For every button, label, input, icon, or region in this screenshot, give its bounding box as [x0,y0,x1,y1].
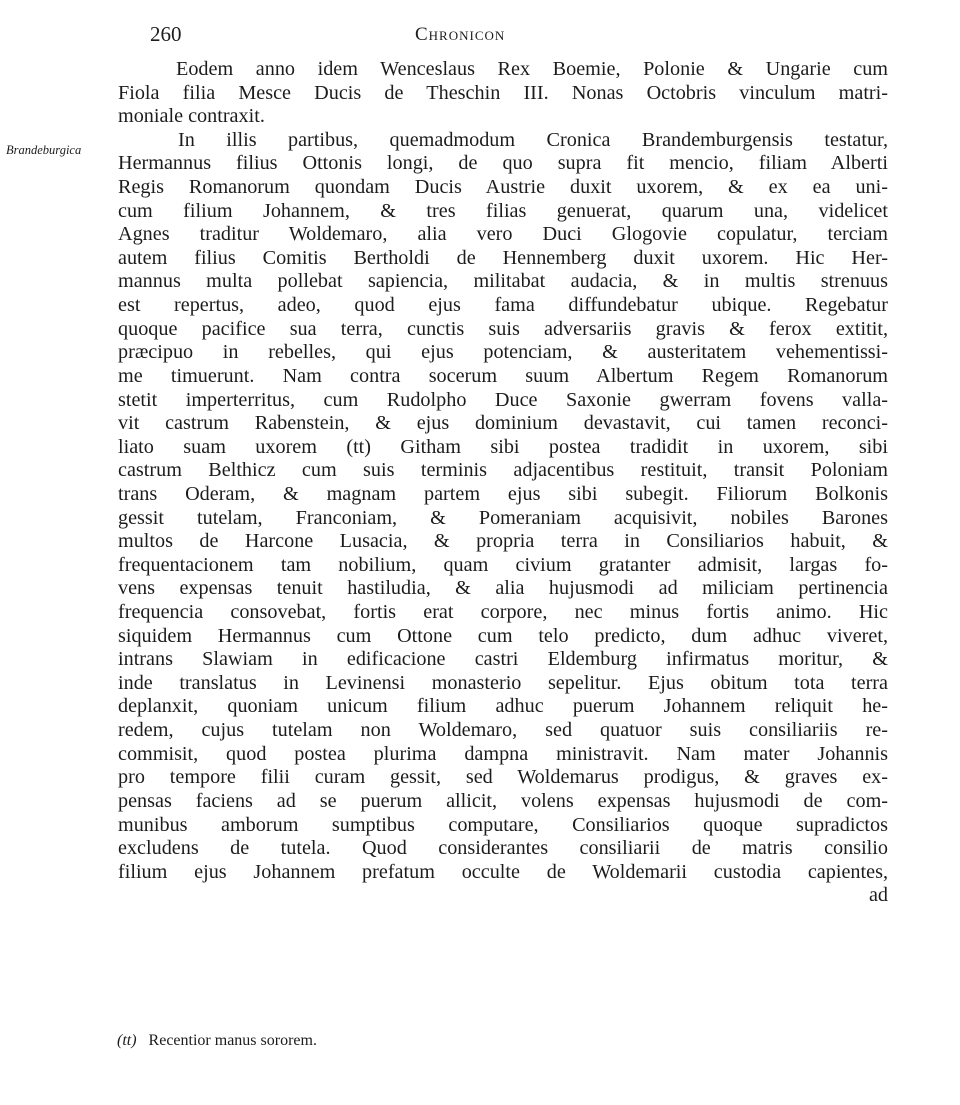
footnote [117,1032,317,1050]
text-line: Fiola filia Mesce Ducis de Theschin III. Nonas Octobris vinculum matri- [118,81,888,104]
text-line: vit castrum Rabenstein, & ejus dominium devastavit, cui tamen reconci- [118,412,888,435]
text-line: Eodem anno idem Wenceslaus Rex Boemie, Polonie & Ungarie cum [176,58,888,80]
text-line: munibus amborum sumptibus computare, Consiliarios quoque supradictos [118,813,888,836]
text-line: Regis Romanorum quondam Ducis Austrie duxit uxorem, & ex ea uni- [118,176,888,199]
text-line: præcipuo in rebelles, qui ejus potenciam, & austeritatem vehementissi- [118,341,888,364]
text-line: inde translatus in Levinensi monasterio sepelitur. Ejus obitum tota terra [118,671,888,694]
text-line: me timuerunt. Nam contra socerum suum Albertum Regem Romanorum [118,364,888,387]
text-line: liato suam uxorem (tt) Githam sibi postea tradidit in uxorem, sibi [118,435,888,458]
running-title: Chronicon [415,24,506,45]
text-line: frequencia consovebat, fortis erat corpore, nec minus fortis animo. Hic [118,601,888,624]
text-line: gessit tutelam, Franconiam, & Pomeraniam acquisivit, nobiles Barones [118,506,888,529]
margin-note: Brandeburgica [6,143,82,157]
text-line: Agnes traditur Woldemaro, alia vero Duci Glogovie copulatur, terciam [118,223,888,246]
page-header [150,18,830,48]
text-line: multos de Harcone Lusacia, & propria terra in Consiliarios habuit, & [118,530,888,553]
text-line: trans Oderam, & magnam partem ejus sibi subegit. Filiorum Bolkonis [118,482,888,505]
body-text [118,58,888,908]
text-line: excludens de tutela. Quod considerantes consiliarii de matris consilio [118,837,888,860]
text-line: stetit imperterritus, cum Rudolpho Duce Saxonie gwerram fovens valla- [118,388,888,411]
text-line: ad [868,884,888,907]
text-line: castrum Belthicz cum suis terminis adjacentibus restituit, transit Poloniam [118,459,888,482]
footnote-marker: (tt) [117,1032,137,1049]
text-line: In illis partibus, quemadmodum Cronica Brandemburgensis testatur, [178,128,888,151]
text-line: vens expensas tenuit hastiludia, & alia hujusmodi ad miliciam pertinencia [118,577,888,600]
text-line: quoque pacifice sua terra, cunctis suis adversariis gravis & ferox extitit, [118,317,888,340]
text-line: mannus multa pollebat sapiencia, militabat audacia, & in multis strenuus [118,270,888,293]
text-line: deplanxit, quoniam unicum filium adhuc puerum Johannem reliquit he- [118,695,888,718]
text-line: redem, cujus tutelam non Woldemaro, sed quatuor suis consiliariis re- [118,719,888,742]
text-line: Hermannus filius Ottonis longi, de quo supra fit mencio, filiam Alberti [118,152,888,175]
text-line: moniale contraxit. [118,105,265,128]
text-line: pro tempore filii curam gessit, sed Woldemarus prodigus, & graves ex- [118,766,888,789]
text-line: commisit, quod postea plurima dampna ministravit. Nam mater Johannis [118,742,888,765]
text-line: frequentacionem tam nobilium, quam civium gratanter admisit, largas fo- [118,553,888,576]
text-line: est repertus, adeo, quod ejus fama diffundebatur ubique. Regebatur [118,294,888,317]
footnote-text: Recentior manus sororem. [148,1032,317,1049]
text-line: intrans Slawiam in edificacione castri Eldemburg infirmatus moritur, & [118,648,888,671]
text-line: filium ejus Johannem prefatum occulte de Woldemarii custodia capientes, [118,860,888,883]
page-number: 260 [150,22,182,46]
text-line: cum filium Johannem, & tres filias genuerat, quarum una, videlicet [118,199,888,222]
text-line: siquidem Hermannus cum Ottone cum telo predicto, dum adhuc viveret, [118,624,888,647]
text-line: pensas faciens ad se puerum allicit, volens expensas hujusmodi de com- [118,789,888,812]
text-line: autem filius Comitis Bertholdi de Hennemberg duxit uxorem. Hic Her- [118,246,888,269]
